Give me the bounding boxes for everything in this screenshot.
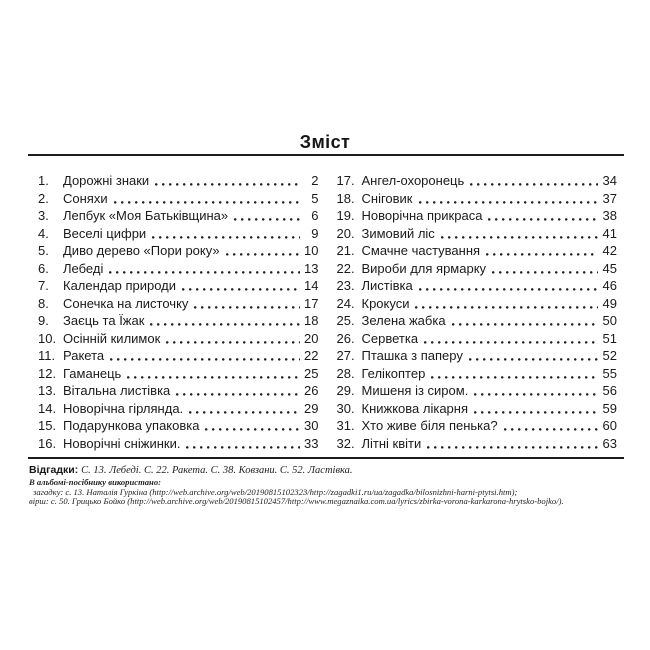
toc-item-title: Гаманець — [63, 365, 122, 381]
toc-item-title: Календар природи — [63, 278, 177, 293]
dot-leader — [467, 347, 599, 365]
toc-item-title: Соняхи — [63, 190, 108, 206]
dot-leader — [472, 382, 599, 400]
toc-item-page: 30 — [304, 418, 319, 433]
toc-item-number: 4. — [38, 225, 49, 241]
toc-item-number: 15. — [38, 418, 57, 433]
toc-item — [38, 417, 319, 435]
toc-item — [337, 382, 618, 400]
dot-leader — [490, 260, 599, 278]
toc-item-number: 27. — [336, 348, 355, 363]
toc-item — [337, 435, 618, 453]
toc-item-page: 59 — [602, 400, 617, 416]
dot-leader — [125, 365, 300, 383]
toc-item — [38, 172, 319, 190]
credits-heading: В альбомі-посібнику використано: — [29, 477, 161, 487]
toc-item — [337, 260, 618, 278]
toc-item-page: 56 — [602, 383, 617, 398]
footer-divider — [28, 457, 624, 459]
dot-leader — [187, 400, 300, 418]
toc-item-number: 7. — [38, 278, 49, 293]
toc-item — [337, 207, 618, 225]
dot-leader — [148, 312, 300, 330]
toc-item — [38, 312, 319, 330]
toc-item-page: 60 — [602, 418, 617, 433]
toc-item-page: 37 — [602, 190, 617, 206]
toc-item — [337, 242, 618, 260]
dot-leader — [450, 312, 599, 330]
toc-item — [337, 330, 618, 348]
toc-item — [38, 225, 319, 243]
toc-item-page: 50 — [602, 313, 617, 328]
toc-item — [337, 417, 618, 435]
toc-item-number: 1. — [38, 173, 49, 188]
toc-item-page: 25 — [304, 365, 319, 381]
dot-leader — [164, 330, 300, 348]
toc-item-number: 14. — [38, 400, 57, 416]
dot-leader — [413, 295, 599, 313]
toc-item — [38, 382, 319, 400]
toc-item-number: 32. — [336, 435, 355, 451]
toc-item-number: 24. — [336, 295, 355, 311]
toc-item-page: 14 — [304, 278, 319, 293]
toc-item-page: 55 — [602, 365, 617, 381]
toc-item-title: Новорічна гірлянда. — [63, 400, 184, 416]
toc-item-number: 9. — [38, 313, 49, 328]
toc-item-page: 42 — [602, 243, 617, 258]
toc-item-page: 63 — [602, 435, 617, 451]
toc-item-title: Осінній килимок — [63, 330, 161, 346]
toc-item-title: Лебеді — [63, 260, 104, 276]
dot-leader — [108, 347, 300, 365]
toc-item-number: 31. — [336, 418, 355, 433]
toc-item — [337, 295, 618, 313]
toc-item — [38, 190, 319, 208]
toc-item-page: 2 — [311, 173, 319, 188]
toc-item-title: Книжкова лікарня — [361, 400, 469, 416]
toc-item-page: 6 — [311, 208, 319, 223]
toc-item-page: 33 — [304, 435, 319, 451]
page-title: Зміст — [299, 132, 351, 152]
toc-item-title: Новорічна прикраса — [361, 208, 483, 223]
toc-item-title: Подарункова упаковка — [63, 418, 200, 433]
toc-item-title: Пташка з паперу — [361, 348, 463, 363]
dot-leader — [192, 295, 300, 313]
answers-text: С. 13. Лебеді. С. 22. Ракета. С. 38. Ковзани. С. 52. Ластівка. — [81, 465, 353, 476]
toc-item-title: Ангел-охоронець — [361, 173, 465, 188]
toc-item-number: 20. — [336, 225, 355, 241]
dot-leader — [224, 242, 301, 260]
dot-leader — [439, 225, 599, 243]
toc-item-page: 18 — [304, 313, 319, 328]
toc-item-number: 29. — [336, 383, 355, 398]
toc-item-title: Заєць та Їжак — [63, 313, 145, 328]
toc-item-title: Літні квіти — [361, 435, 422, 451]
dot-leader — [184, 435, 300, 453]
toc-item-number: 22. — [336, 260, 355, 276]
toc-item-number: 19. — [336, 208, 355, 223]
dot-leader — [486, 207, 599, 225]
toc-item-title: Лепбук «Моя Батьківщина» — [63, 208, 229, 223]
dot-leader — [153, 172, 300, 190]
toc-item-title: Сніговик — [361, 190, 413, 206]
toc-item-page: 52 — [602, 348, 617, 363]
toc-item-title: Сонечка на листочку — [63, 295, 189, 311]
toc-item-number: 10. — [38, 330, 57, 346]
toc-item — [38, 207, 319, 225]
toc-item-number: 12. — [38, 365, 57, 381]
toc-item — [38, 260, 319, 278]
toc-item-title: Листівка — [361, 278, 413, 293]
dot-leader — [203, 417, 300, 435]
dot-leader — [107, 260, 300, 278]
credit-line-poem: вірш: с. 50. Грицько Бойко (http://web.archive.org/web/20190815102457/http://www.megaznaika.com.ua/lyrics/zbirka-vorona-karkarona-hrytsko-bojko/). — [29, 496, 564, 506]
toc-item-title: Веселі цифри — [63, 225, 147, 241]
dot-leader — [112, 190, 301, 208]
toc-item-number: 11. — [38, 348, 56, 363]
toc-column-right — [337, 172, 618, 452]
toc-column-left — [38, 172, 319, 452]
toc-item-number: 30. — [336, 400, 355, 416]
dot-leader — [417, 277, 599, 295]
toc-item-title: Новорічні сніжинки. — [63, 435, 181, 451]
toc-item-page: 49 — [602, 295, 617, 311]
toc-item — [38, 365, 319, 383]
toc-item-page: 22 — [304, 348, 319, 363]
toc-item-number: 6. — [38, 260, 49, 276]
toc-item-title: Гелікоптер — [361, 365, 426, 381]
toc-item-page: 34 — [602, 173, 617, 188]
toc-item-page: 41 — [602, 225, 617, 241]
dot-leader — [502, 417, 599, 435]
toc-item-title: Ракета — [63, 348, 105, 363]
toc-item-title: Дорожні знаки — [63, 173, 150, 188]
toc-item — [38, 400, 319, 418]
toc-item — [38, 330, 319, 348]
dot-leader — [417, 190, 600, 208]
toc-item-title: Серветка — [361, 330, 419, 346]
toc-item — [38, 277, 319, 295]
toc-item-page: 45 — [602, 260, 617, 276]
toc-item — [337, 190, 618, 208]
toc-item-title: Крокуси — [361, 295, 410, 311]
toc-item-page: 13 — [304, 260, 319, 276]
toc-item — [337, 172, 618, 190]
toc-item-title: Смачне частування — [361, 243, 481, 258]
toc-item-number: 21. — [336, 243, 355, 258]
toc-item-title: Зимовий ліс — [361, 225, 435, 241]
dot-leader — [422, 330, 599, 348]
toc-item-number: 28. — [336, 365, 355, 381]
toc-item — [337, 365, 618, 383]
toc-item-title: Зелена жабка — [361, 313, 446, 328]
toc-item — [337, 277, 618, 295]
dot-leader — [468, 172, 599, 190]
toc-item-title: Мишеня із сиром. — [361, 383, 469, 398]
answers-line — [29, 464, 622, 477]
dot-leader — [180, 277, 300, 295]
toc-item-page: 10 — [304, 243, 319, 258]
dot-leader — [232, 207, 300, 225]
dot-leader — [174, 382, 300, 400]
toc-item-page: 9 — [311, 225, 319, 241]
dot-leader — [150, 225, 300, 243]
toc-item-page: 20 — [304, 330, 319, 346]
toc-item-title: Вироби для ярмарку — [361, 260, 487, 276]
toc-item-title: Вітальна листівка — [63, 383, 171, 398]
toc-item — [337, 400, 618, 418]
toc-item — [337, 312, 618, 330]
toc-item-title: Диво дерево «Пори року» — [63, 243, 220, 258]
toc-item-number: 23. — [336, 278, 355, 293]
toc-item-number: 16. — [38, 435, 57, 451]
toc-item-page: 5 — [311, 190, 319, 206]
toc-item — [38, 435, 319, 453]
toc-item-page: 51 — [602, 330, 617, 346]
dot-leader — [429, 365, 599, 383]
toc-item — [38, 347, 319, 365]
toc-item-number: 13. — [38, 383, 57, 398]
toc-item-page: 17 — [304, 295, 319, 311]
toc-item-number: 18. — [336, 190, 355, 206]
toc-item-page: 46 — [602, 278, 617, 293]
dot-leader — [472, 400, 599, 418]
dot-leader — [425, 435, 599, 453]
toc-item-page: 29 — [304, 400, 319, 416]
toc-item-number: 3. — [38, 208, 49, 223]
toc-item — [38, 295, 319, 313]
toc-item-title: Хто живе біля пенька? — [361, 418, 498, 433]
toc-item — [337, 225, 618, 243]
footer — [29, 464, 622, 507]
toc-item-page: 26 — [304, 383, 319, 398]
answers-label: Відгадки: — [29, 464, 79, 476]
dot-leader — [484, 242, 599, 260]
toc-item-number: 17. — [336, 173, 355, 188]
toc-item-number: 2. — [38, 190, 49, 206]
toc-item-page: 38 — [602, 208, 617, 223]
table-of-contents — [38, 172, 617, 452]
toc-item — [38, 242, 319, 260]
toc-item-number: 5. — [38, 243, 49, 258]
toc-item-number: 26. — [336, 330, 355, 346]
title-divider — [28, 154, 624, 156]
credit-line-riddle: загадку: с. 13. Наталія Гуркіна (http://web.archive.org/web/20190815102323/http://zagadki1.ru/ua/zagadka/bilosnizhni-harni-ptytsi.htm); — [33, 486, 518, 497]
toc-item-number: 25. — [336, 313, 355, 328]
toc-item — [337, 347, 618, 365]
toc-item-number: 8. — [38, 295, 49, 311]
